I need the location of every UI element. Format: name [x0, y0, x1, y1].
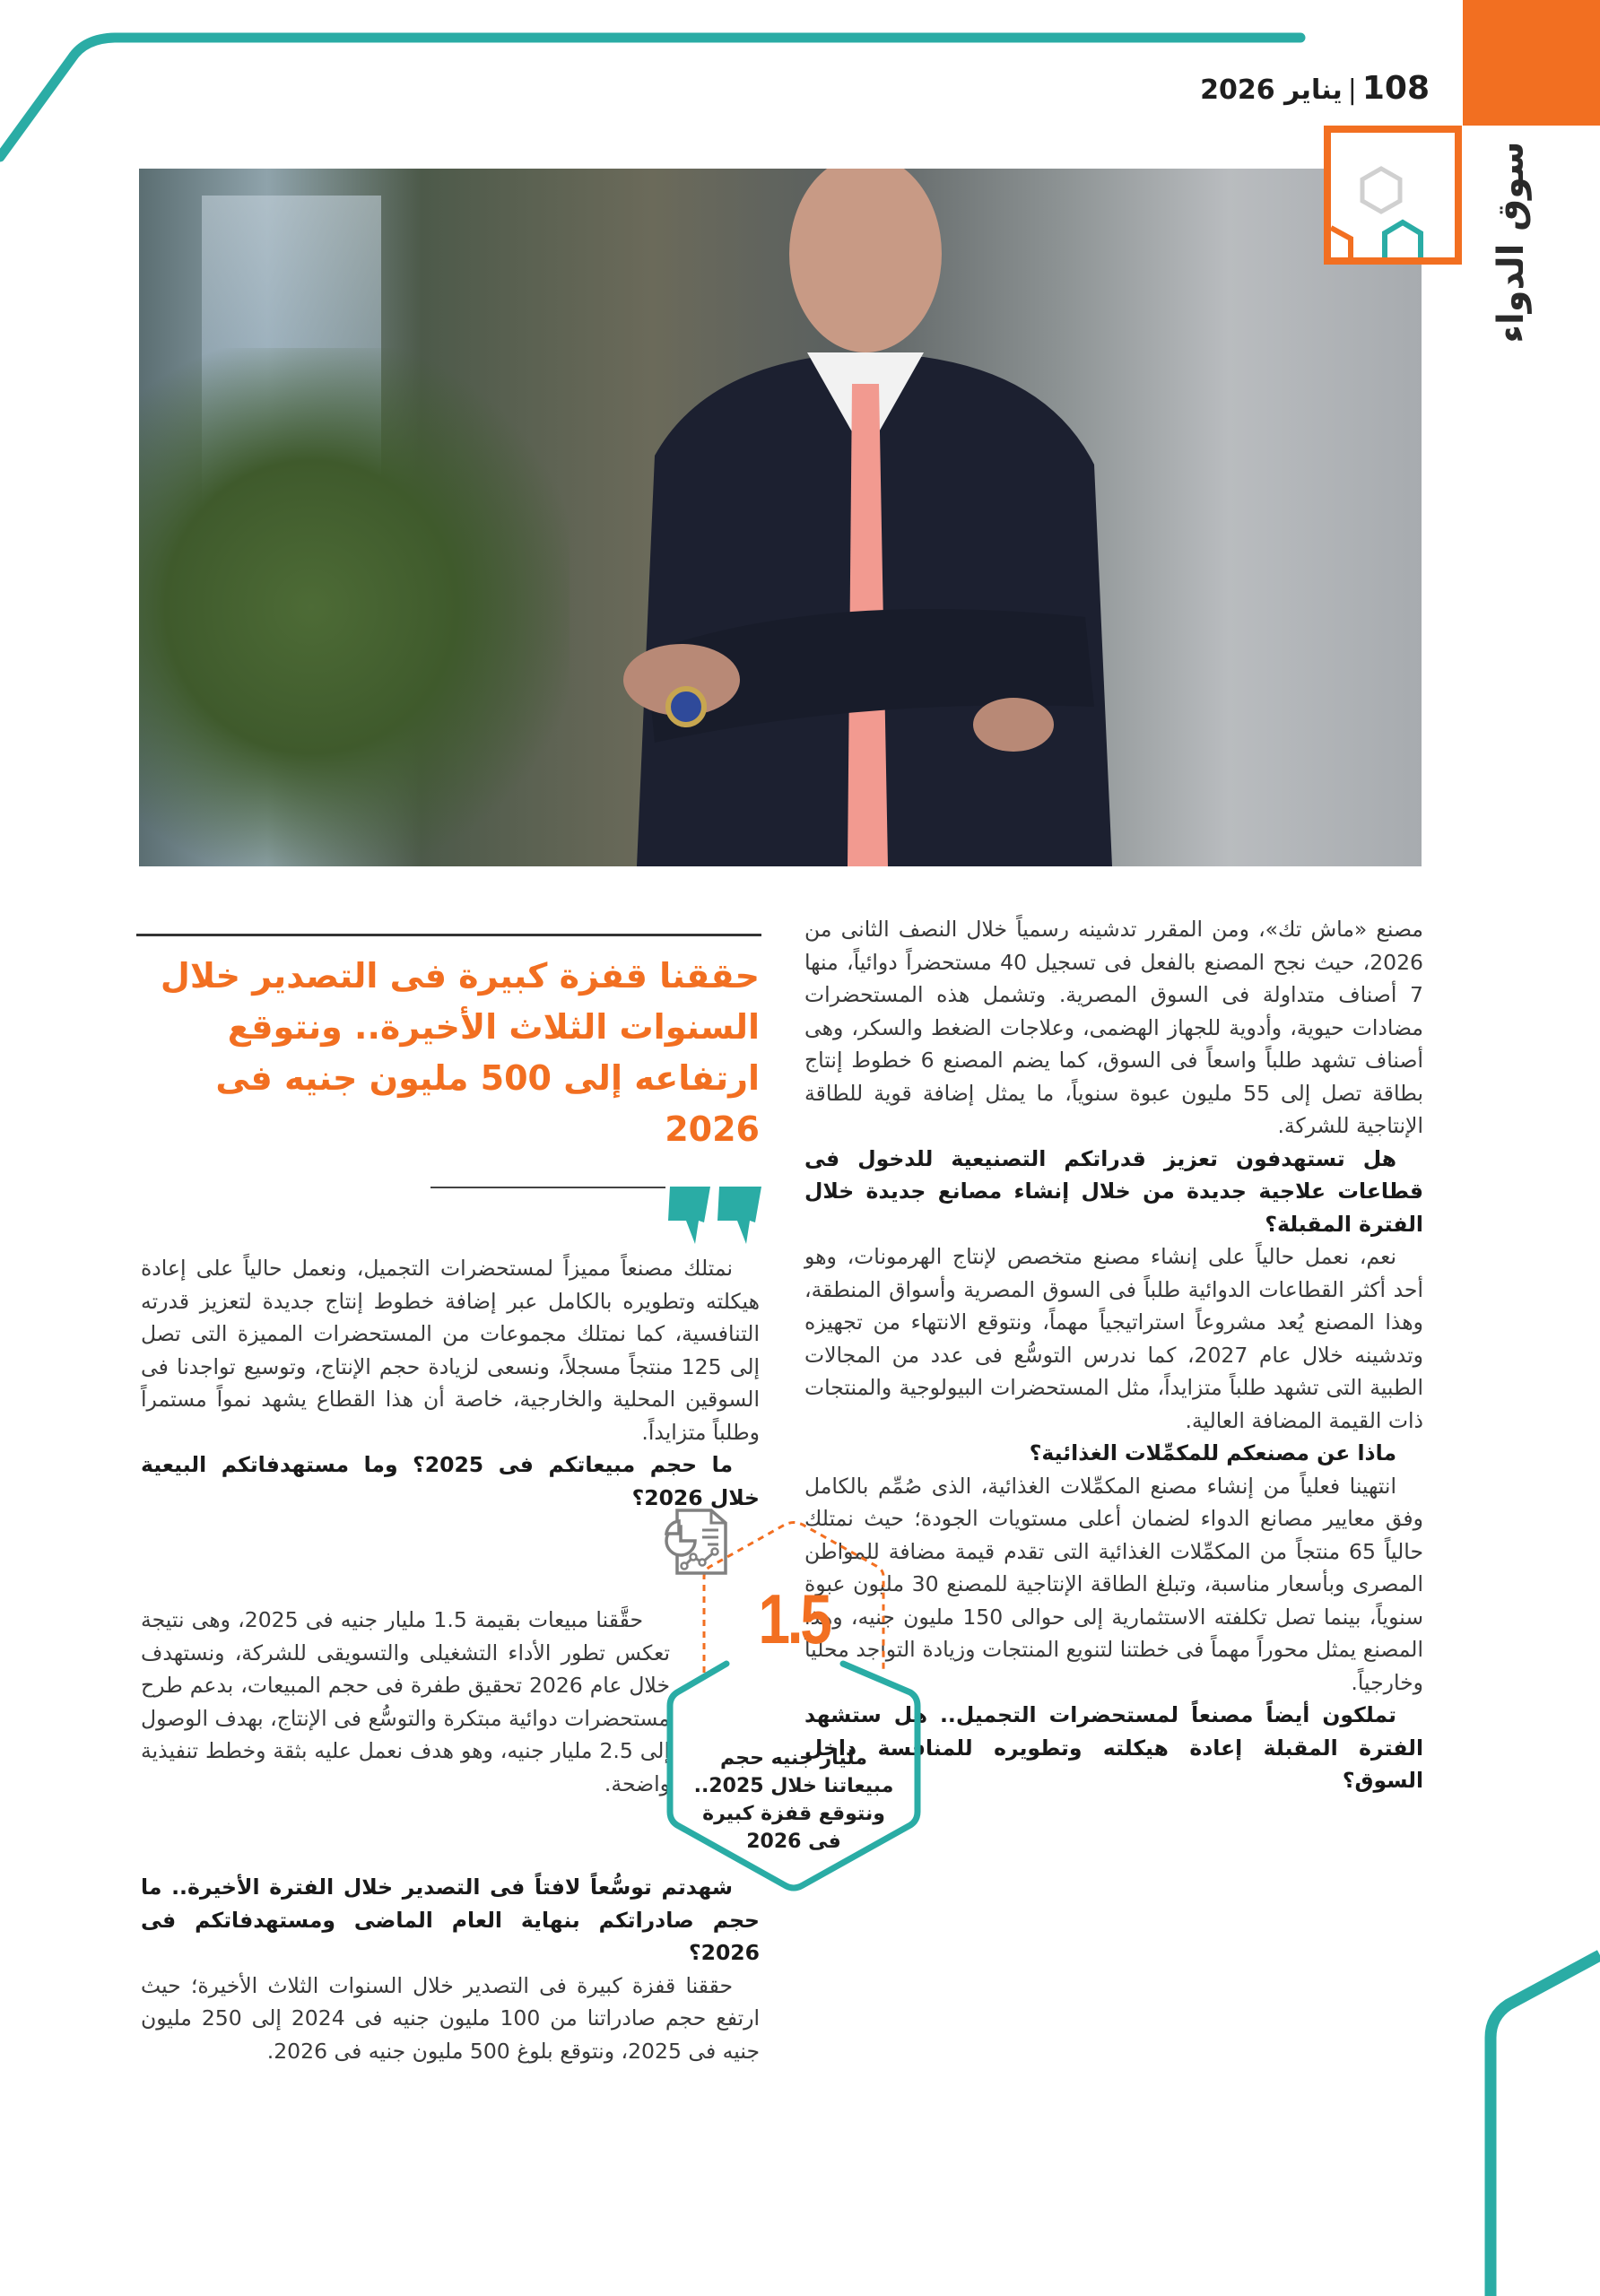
paragraph-answer: نمتلك مصنعاً مميزاً لمستحضرات التجميل، ونعمل حالياً على إعادة هيكلته وتطويره بالكامل عبر إضافة خطوط إنتاج جديدة لتعزيز قدرته التنافسية، كما نمتلك مجموعات من المستحضرات المميزة التى تصل إلى 125 منتجاً مسجلاً، ونسعى لزيادة حجم الإنتاج، وتوسيع تواجدنا فى السوقين المحلية والخارجية، خاصة أن هذا القطاع يشهد نمواً مستمراً وطلباً متزايداً. — [141, 1256, 761, 1445]
report-chart-icon — [659, 1507, 731, 1577]
article-column-left-middle — [141, 1604, 670, 1800]
paragraph-answer: حقَّقنا مبيعات بقيمة 1.5 مليار جنيه فى 2025، وهى نتيجة تعكس تطور الأداء التشغيلى والتسويقى للشركة، ونستهدف خلال عام 2026 تحقيق طفرة فى حجم المبيعات، بدعم طرح مستحضرات دوائية مبتكرة والتوسُّع فى الإنتاج، بهدف الوصول إلى 2.5 مليار جنيه، وهو هدف نعمل عليه بثقة وخطط تنفيذية واضحة. — [141, 1607, 670, 1796]
teal-bottom-line-decoration — [1453, 1937, 1600, 2296]
stat-value: 1.5 — [758, 1579, 830, 1658]
paragraph-question: شهدتم توسُّعاً لافتاً فى التصدير خلال الفترة الأخيرة.. ما حجم صادراتكم بنهاية العام الماضى ومستهدفاتكم فى 2026؟ — [141, 1874, 760, 1965]
paragraph-question: تملكون أيضاً مصنعاً لمستحضرات التجميل.. هل ستشهد الفترة المقبلة إعادة هيكلته وتطويره للمنافسة داخل السوق؟ — [804, 1702, 1423, 1793]
quote-mark-icon — [668, 1187, 762, 1244]
paragraph-question: ماذا عن مصنعكم للمكمِّلات الغذائية؟ — [1029, 1440, 1396, 1465]
paragraph-answer: مصنع «ماش تك»، ومن المقرر تدشينه رسمياً خلال النصف الثانى من 2026، حيث نجح المصنع بالفعل فى تسجيل 40 مستحضراً دوائياً، منها 7 أصناف متداولة فى السوق المصرية. وتشمل هذه المستحضرات مضادات حيوية، وأدوية للجهاز الهضمى، وعلاجات الضغط والسكر، وهى أصناف تشهد طلباً واسعاً فى السوق، كما يضم المصنع 6 خطوط إنتاج بطاقة تصل إلى 55 مليون عبوة سنوياً، ما يمثل إضافة قوية للطاقة الإنتاجية للشركة. — [804, 917, 1424, 1138]
corner-accent-block — [1463, 0, 1600, 126]
page-number: 108 — [1361, 70, 1430, 107]
section-title-vertical — [1471, 141, 1552, 344]
section-logo — [1324, 126, 1462, 265]
paragraph-question: ما حجم مبيعاتكم فى 2025؟ وما مستهدفاتكم البيعية خلال 2026؟ — [141, 1452, 760, 1510]
photo-background-plant — [139, 348, 570, 866]
hexagon-logo-icon — [1331, 133, 1455, 257]
pull-quote-bottom-rule — [430, 1187, 665, 1188]
stat-highlight-box — [659, 1507, 928, 1901]
stat-caption: مليار جنيه حجم مبيعاتنا خلال 2025.. ونتوقع قفزة كبيرة فى 2026 — [693, 1747, 894, 1853]
paragraph-answer: حققنا قفزة كبيرة فى التصدير خلال السنوات الثلاث الأخيرة؛ حيث ارتفع حجم صادراتنا من 100 مليون جنيه فى 2024 إلى 250 مليون جنيه فى 2025، ونتوقع بلوغ 500 مليون جنيه فى 2026. — [141, 1972, 761, 2064]
person-figure — [547, 169, 1121, 866]
article-column-left-top — [141, 1252, 760, 1514]
pull-quote: حققنا قفزة كبيرة فى التصدير خلال السنوات الثلاث الأخيرة.. ونتوقع ارتفاعه إلى 500 مليون جنيه فى 2026 — [160, 956, 760, 1149]
header-separator: | — [1347, 74, 1357, 106]
interview-portrait-photo — [139, 169, 1422, 866]
issue-date: يناير 2026 — [1200, 74, 1343, 106]
paragraph-question: هل تستهدفون تعزيز قدراتكم التصنيعية للدخول فى قطاعات علاجية جديدة من خلال إنشاء مصانع جديدة خلال الفترة المقبلة؟ — [804, 1145, 1423, 1237]
paragraph-answer: نعم، نعمل حالياً على إنشاء مصنع متخصص لإنتاج الهرمونات، وهو أحد أكثر القطاعات الدوائية طلباً فى السوق المصرية وأسواق المنطقة، وهذا المصنع يُعد مشروعاً استراتيجياً مهماً، ونتوقع الانتهاء من تجهيزه وتدشينه خلال عام 2027، كما ندرس التوسُّع فى عدد من المجالات الطبية التى تشهد طلباً متزايداً، مثل المستحضرات البيولوجية والمنتجات ذات القيمة المضافة العالية. — [804, 1244, 1423, 1433]
paragraph-answer: انتهينا فعلياً من إنشاء مصنع المكمِّلات الغذائية، الذى صُمِّم بالكامل وفق معايير مصانع الدواء لضمان أعلى مستويات الجودة؛ حيث نمتلك حالياً 65 منتجاً من المكمِّلات الغذائية التى تقدم قيمة مضافة للمواطن المصرى وبأسعار مناسبة، وتبلغ الطاقة الإنتاجية للمصنع 30 مليون عبوة سنوياً، بينما تصل تكلفته الاستثمارية إلى حوالى 150 مليون جنيه، وهذا المصنع يمثل محوراً مهماً فى خطتنا لتنويع المنتجات وزيادة التواجد محلياً وخارجياً. — [804, 1473, 1424, 1695]
pull-quote-top-rule — [136, 934, 761, 936]
section-title: سوق الدواء — [1491, 141, 1532, 344]
